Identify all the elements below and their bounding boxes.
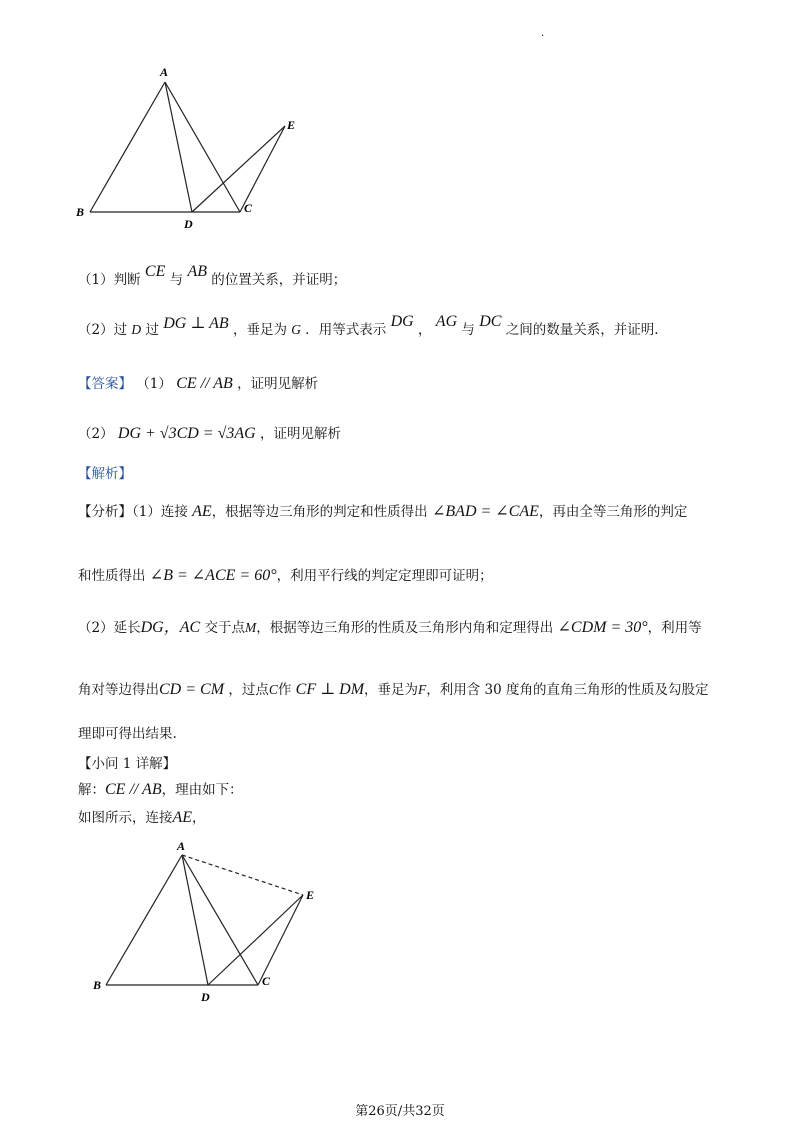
question-1: （1）判断 CE 与 AB 的位置关系，并证明； (78, 263, 347, 288)
label-e: E (287, 118, 296, 132)
analysis-line-5: 理即可得出结果. (78, 726, 177, 742)
answer-tag: 【答案】 (78, 376, 132, 392)
geometry-figure-1 (70, 60, 330, 235)
detail-line-2: 如图所示，连接AE， (78, 809, 206, 826)
label-a: A (160, 65, 169, 79)
analysis-line-3: （2）延长DG，AC 交于点M，根据等边三角形的性质及三角形内角和定理得出 ∠CDM = 30°，利用等 (78, 619, 702, 636)
label-e: E (306, 888, 315, 902)
detail-line-1: 解：CE // AB，理由如下： (78, 781, 243, 798)
page-footer: 第26页/共32页 (355, 1104, 445, 1119)
geometry-figure-2 (88, 835, 333, 1010)
corner-mark: . (541, 28, 545, 39)
label-a: A (177, 839, 186, 853)
answer-line-1: 【答案】 （1） CE // AB ，证明见解析 (78, 375, 319, 392)
label-b: B (76, 205, 85, 219)
answer-line-2: （2） DG + √3CD = √3AG ，证明见解析 (78, 425, 342, 442)
analysis-line-1: 【分析】（1）连接 AE，根据等边三角形的判定和性质得出 ∠BAD = ∠CAE，再由全等三角形的判定 (78, 503, 688, 520)
label-b: B (93, 978, 102, 992)
label-d: D (184, 217, 193, 231)
analysis-line-2: 和性质得出 ∠B = ∠ACE = 60°，利用平行线的判定定理即可证明； (78, 567, 493, 584)
analysis-tag: 【解析】 (78, 466, 132, 482)
label-d: D (201, 990, 210, 1004)
analysis-line-4: 角对等边得出CD = CM ，过点C作 CF ⊥ DM，垂足为F，利用含 30 度角的直角三角形的性质及勾股定 (78, 681, 709, 698)
question-2: （2）过 D 过 DG ⊥ AB ，垂足为 G ．用等式表示 DG ， AG 与 DC 之间的数量关系，并证明. (78, 313, 659, 338)
detail-tag: 【小问 1 详解】 (78, 756, 177, 772)
label-c: C (262, 974, 271, 988)
label-c: C (244, 201, 253, 215)
